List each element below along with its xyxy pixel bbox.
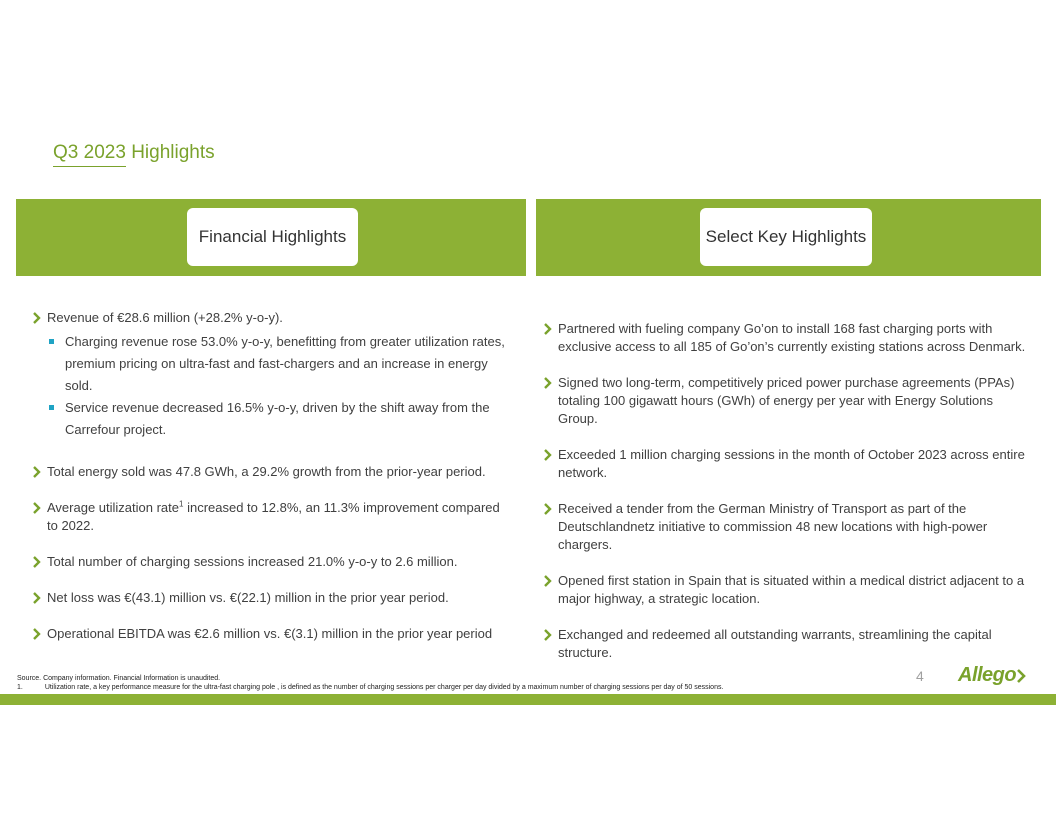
list-item-revenue <box>30 309 510 327</box>
financial-highlights-list <box>30 309 510 643</box>
key-item-text: Received a tender from the German Ministry of Transport as part of the Deutschlandnetz initiative to commission 48 new locations with high-power chargers. <box>558 501 988 552</box>
key-item-text: Exceeded 1 million charging sessions in the month of October 2023 across entire network. <box>558 447 1025 480</box>
revenue-text: Revenue of €28.6 million (+28.2% y-o-y). <box>47 310 283 325</box>
key-item-text: Exchanged and redeemed all outstanding warrants, streamlining the capital structure. <box>558 627 992 660</box>
ebitda-text: Operational EBITDA was €2.6 million vs. €(3.1) million in the prior year period <box>47 626 493 641</box>
page-title <box>53 142 215 164</box>
footnote-number: 1. <box>17 684 23 691</box>
footnote-marker: 1 <box>179 499 184 509</box>
title-prefix: Q3 2023 <box>53 142 126 163</box>
list-item-ppa <box>541 374 1031 428</box>
key-header-band <box>536 199 1041 276</box>
key-highlights-header: Select Key Highlights <box>700 208 872 266</box>
service-revenue-text: Service revenue decreased 16.5% y-o-y, driven by the shift away from the Carrefour project. <box>65 400 490 437</box>
chevron-right-icon <box>31 591 43 605</box>
key-highlights-list <box>541 320 1031 662</box>
chevron-right-icon <box>542 628 554 642</box>
key-item-text: Signed two long-term, competitively priced power purchase agreements (PPAs) totaling 100 gigawatt hours (GWh) of energy per year with Energy Solutions Group. <box>558 375 1015 426</box>
key-item-text: Partnered with fueling company Go’on to install 168 fast charging ports with exclusive access to all 185 of Go’on’s currently existing stations across Denmark. <box>558 321 1026 354</box>
square-bullet-icon <box>49 339 54 344</box>
chevron-right-icon <box>542 448 554 462</box>
chevron-right-icon <box>31 627 43 641</box>
energy-text: Total energy sold was 47.8 GWh, a 29.2% growth from the prior-year period. <box>47 464 486 479</box>
title-suffix: Highlights <box>131 142 215 163</box>
list-item-goon <box>541 320 1031 356</box>
key-item-text: Opened first station in Spain that is situated within a medical district adjacent to a major highway, a strategic location. <box>558 573 1025 606</box>
logo-text: Allego <box>958 664 1017 686</box>
list-item-ebitda <box>30 625 510 643</box>
footnote-text: Utilization rate, a key performance measure for the ultra-fast charging pole , is defined as the number of charging sessions per charger per day divided by a maximum number of charging sessions per day of 50 sessions. <box>44 684 724 691</box>
net-loss-text: Net loss was €(43.1) million vs. €(22.1) million in the prior year period. <box>47 590 449 605</box>
chevron-right-icon <box>31 311 43 325</box>
chevron-right-icon <box>542 322 554 336</box>
allego-logo <box>958 664 1026 687</box>
chevron-right-icon <box>31 501 43 515</box>
sub-item-charging-revenue <box>30 331 510 397</box>
chevron-right-icon <box>542 502 554 516</box>
utilization-text: Average utilization rate <box>47 500 180 515</box>
sub-item-service-revenue <box>30 397 510 441</box>
list-item-net-loss <box>30 589 510 607</box>
utilization-text-cont: increased to 12.8%, an 11.3% improvement compared to 2022. <box>47 500 500 533</box>
list-item-tender <box>541 500 1031 554</box>
charging-revenue-text: Charging revenue rose 53.0% y-o-y, benefitting from greater utilization rates, premium pricing on ultra-fast and fast-chargers and an increase in energy sold. <box>65 334 505 393</box>
bottom-accent-bar <box>0 694 1056 705</box>
chevron-right-icon <box>542 376 554 390</box>
list-item-spain <box>541 572 1031 608</box>
list-item-warrants <box>541 626 1031 662</box>
page-number: 4 <box>916 668 924 684</box>
list-item-sessions-milestone <box>541 446 1031 482</box>
source-note: Source. Company information. Financial Information is unaudited. <box>17 675 221 682</box>
square-bullet-icon <box>49 405 54 410</box>
list-item-utilization <box>30 499 510 535</box>
list-item-energy <box>30 463 510 481</box>
chevron-right-icon <box>31 555 43 569</box>
utilization-footnote <box>17 684 723 691</box>
financial-header-band <box>16 199 526 276</box>
logo-chevron-icon <box>1016 668 1026 684</box>
sessions-text: Total number of charging sessions increased 21.0% y-o-y to 2.6 million. <box>47 554 458 569</box>
chevron-right-icon <box>542 574 554 588</box>
list-item-sessions <box>30 553 510 571</box>
chevron-right-icon <box>31 465 43 479</box>
financial-highlights-header: Financial Highlights <box>187 208 358 266</box>
